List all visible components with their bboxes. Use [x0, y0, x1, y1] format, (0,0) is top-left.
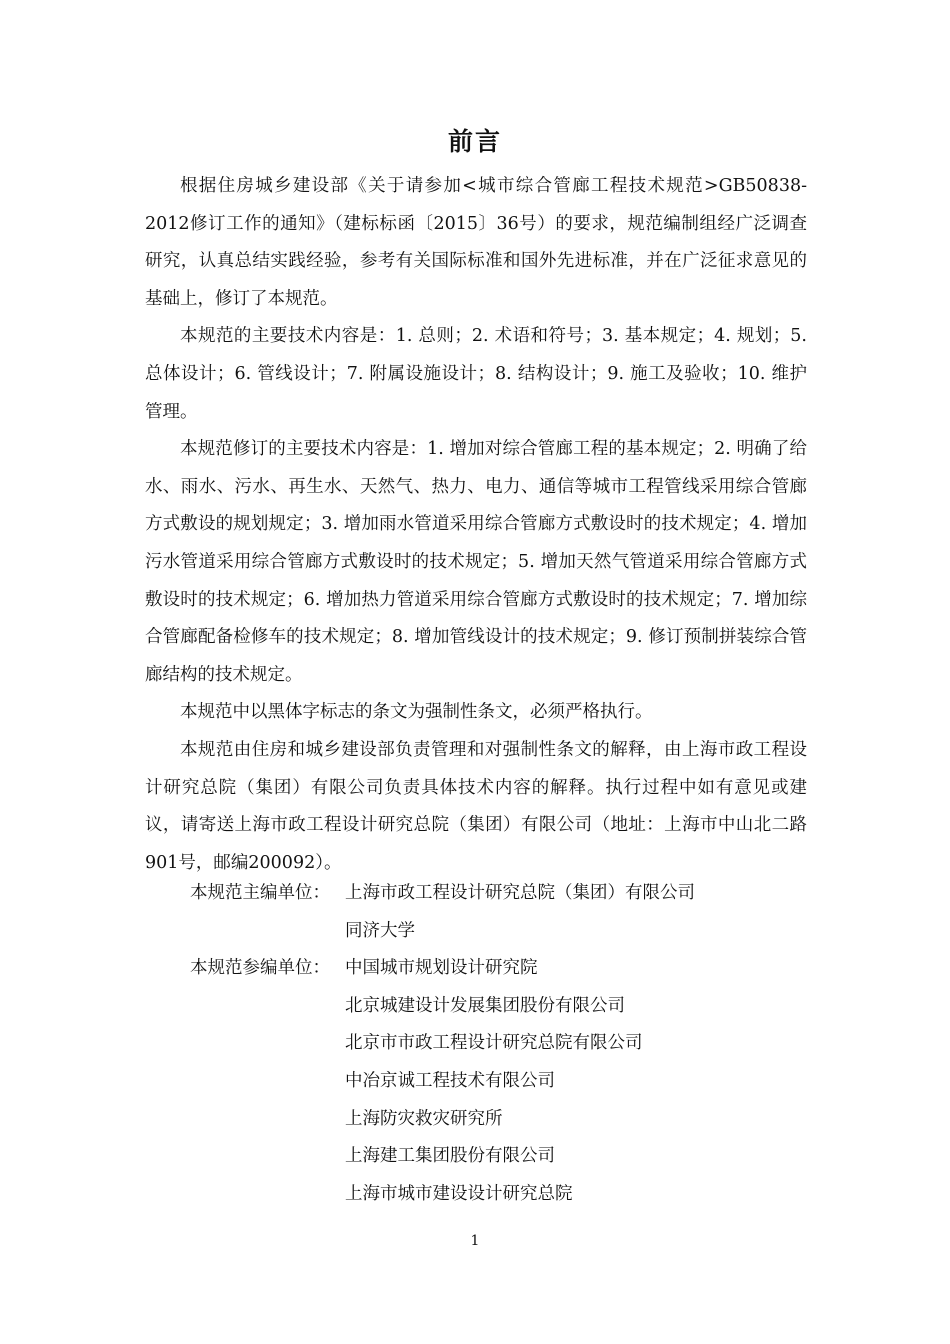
participating-unit-row	[190, 1063, 790, 1101]
participating-unit-name: 北京市市政工程设计研究总院有限公司	[345, 1033, 643, 1054]
page-number: 1	[470, 1233, 480, 1249]
chief-units-label: 本规范主编单位：	[190, 883, 330, 903]
chief-unit-name: 同济大学	[345, 920, 415, 941]
preface-body	[145, 168, 807, 882]
participating-unit-name: 中冶京诚工程技术有限公司	[345, 1070, 555, 1091]
participating-unit-name: 上海建工集团股份有限公司	[345, 1146, 555, 1167]
paragraph-revision-content: 本规范修订的主要技术内容是：1. 增加对综合管廊工程的基本规定；2. 明确了给水、雨水、污水、再生水、天然气、热力、电力、通信等城市工程管线采用综合管廊方式敷设的规划规定；3. 增加雨水管道采用综合管廊方式敷设时的技术规定；4. 增加污水管道采用综合管廊方式敷设时的技术规定；5. 增加天然气管道采用综合管廊方式敷设时的技术规定；6. 增加热力管道采用综合管廊方式敷设时的技术规定；7. 增加综合管廊配备检修车的技术规定；8. 增加管线设计的技术规定；9. 修订预制拼装综合管廊结构的技术规定。	[145, 439, 807, 685]
chief-unit-row	[190, 875, 790, 913]
participating-unit-name: 上海市城市建设设计研究总院	[345, 1183, 573, 1204]
page-title: 前言	[447, 127, 502, 156]
paragraph-main-content: 本规范的主要技术内容是：1. 总则；2. 术语和符号；3. 基本规定；4. 规划；5. 总体设计；6. 管线设计；7. 附属设施设计；8. 结构设计；9. 施工及验收；10. 维护管理。	[145, 326, 807, 422]
chief-unit-name: 上海市政工程设计研究总院（集团）有限公司	[345, 883, 695, 903]
participating-unit-row	[190, 1138, 790, 1176]
participating-unit-row	[190, 988, 790, 1026]
participating-unit-row	[190, 1025, 790, 1063]
paragraph-background: 根据住房城乡建设部《关于请参加<城市综合管廊工程技术规范>GB50838-2012修订工作的通知》（建标标函〔2015〕36号）的要求，规范编制组经广泛调查研究，认真总结实践经验，参考有关国际标准和国外先进标准，并在广泛征求意见的基础上，修订了本规范。	[145, 176, 807, 309]
paragraph-management: 本规范由住房和城乡建设部负责管理和对强制性条文的解释，由上海市政工程设计研究总院（集团）有限公司负责具体技术内容的解释。执行过程中如有意见或建议，请寄送上海市政工程设计研究总院（集团）有限公司（地址：上海市中山北二路901号，邮编200092）。	[145, 739, 807, 873]
participating-unit-row	[190, 1101, 790, 1139]
participating-unit-name: 北京城建设计发展集团股份有限公司	[345, 995, 625, 1016]
participating-unit-row	[190, 1176, 790, 1214]
participating-unit-row	[190, 950, 790, 988]
participating-unit-name: 中国城市规划设计研究院	[345, 958, 538, 979]
chief-unit-row	[190, 913, 790, 951]
participating-unit-name: 上海防灾救灾研究所	[345, 1108, 503, 1129]
participating-units-label: 本规范参编单位：	[190, 958, 330, 979]
paragraph-mandatory-clauses: 本规范中以黑体字标志的条文为强制性条文，必须严格执行。	[180, 702, 653, 723]
units-list	[190, 875, 790, 1213]
